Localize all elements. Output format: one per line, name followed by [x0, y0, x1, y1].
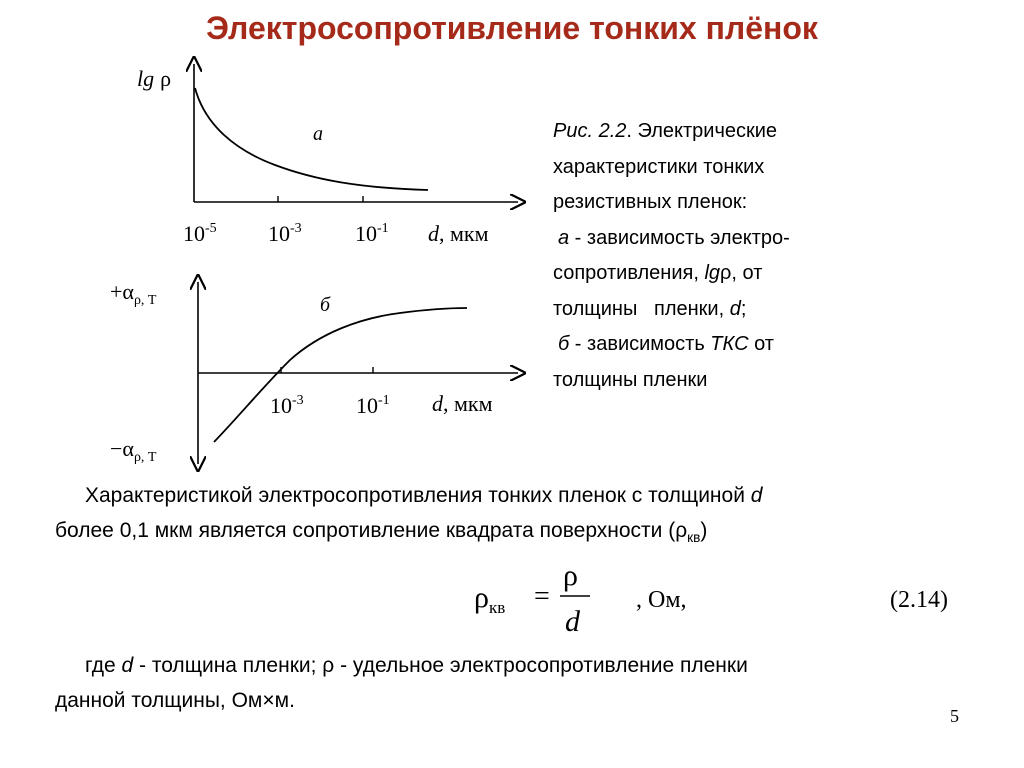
formula-lhs: $\rho_{кв}$: [474, 581, 506, 617]
page-number: 5: [950, 706, 959, 726]
paragraph-2-line-2: данной толщины, Ом×м.: [55, 689, 295, 712]
graph-b: [110, 279, 518, 465]
graph-b-tick-label-2: $10^{-1}$: [356, 393, 390, 418]
formula: [474, 559, 948, 638]
graph-b-y-top-label: $+\alpha_{\rho, T}$: [110, 279, 157, 308]
graph-a-curve: [195, 88, 428, 190]
graph-a-x-label: d, мкм: [428, 221, 489, 246]
page-title: Электросопротивление тонких плёнок: [206, 10, 818, 46]
caption-line-8: толщины пленки: [553, 368, 708, 391]
graph-a-tick-label-2: $10^{-3}$: [268, 221, 302, 246]
graph-a-y-label: lg ρ: [137, 66, 172, 91]
figure-caption: [553, 114, 883, 398]
graph-b-x-label: d, мкм: [432, 391, 493, 416]
caption-line-3: резистивных пленок:: [553, 191, 748, 213]
graph-b-y-bottom-label: $-\alpha_{\rho, T}$: [110, 436, 157, 465]
graph-a-curve-label: а: [313, 123, 323, 145]
graph-b-tick-label-1: $10^{-3}$: [270, 393, 304, 418]
formula-unit: , Ом,: [636, 587, 687, 613]
graph-a: [137, 64, 518, 246]
formula-numerator: ρ: [563, 559, 578, 592]
formula-equals: =: [534, 581, 550, 612]
caption-line-6: толщины пленки, d;: [553, 297, 747, 320]
caption-line-5: сопротивления, lgρ, от: [553, 262, 763, 284]
graph-b-curve-label: б: [320, 294, 331, 316]
caption-line-7: б - зависимость ТКС от: [558, 333, 774, 355]
graph-a-tick-label-1: $10^{-5}$: [183, 221, 217, 246]
paragraph-1: [55, 478, 963, 555]
caption-line-1: Рис. 2.2. Электрические: [553, 120, 778, 142]
paragraph-2: [55, 648, 963, 718]
formula-number: (2.14): [890, 587, 948, 613]
caption-line-2: характеристики тонких: [553, 155, 765, 178]
paragraph-1-line-1: Характеристикой электросопротивления тонких пленок с толщиной d: [85, 484, 763, 507]
paragraph-2-line-1: где d - толщина пленки; ρ - удельное электросопротивление пленки: [85, 654, 748, 677]
graph-b-curve: [214, 308, 467, 442]
graph-a-tick-label-3: $10^{-1}$: [355, 221, 389, 246]
paragraph-1-line-2: более 0,1 мкм является сопротивление квадрата поверхности $(\rho_{кв})$: [55, 519, 708, 546]
caption-line-4: а - зависимость электро-: [558, 226, 790, 249]
formula-denominator: d: [565, 605, 580, 638]
